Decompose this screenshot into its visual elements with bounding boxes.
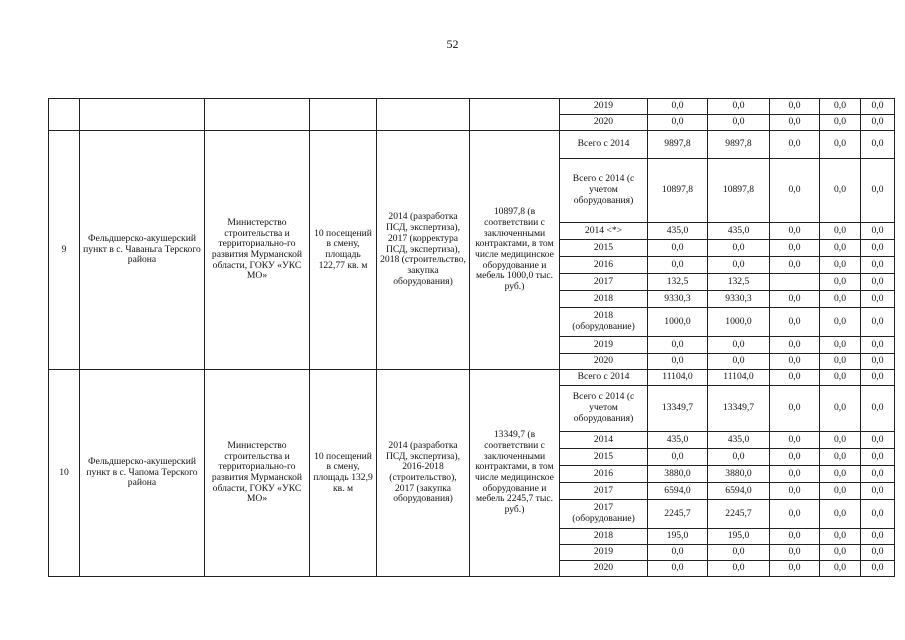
value-cell: 0,0 — [820, 223, 861, 240]
period-cell: 2019 — [560, 337, 648, 354]
value-cell: 0,0 — [770, 386, 820, 432]
value-cell: 6594,0 — [708, 483, 770, 500]
value-cell: 1000,0 — [708, 308, 770, 337]
value-cell: 13349,7 — [708, 386, 770, 432]
value-cell: 0,0 — [820, 483, 861, 500]
period-cell: Всего с 2014 (с учетом оборудования) — [560, 159, 648, 223]
facility-name: Фельдшерско-акушерский пункт в с. Чапома Терского района — [80, 370, 205, 577]
value-cell: 0,0 — [820, 274, 861, 291]
value-cell: 0,0 — [770, 449, 820, 466]
timeline-cell: 2014 (разработка ПСД, экспертиза), 2016-2018 (строительство), 2017 (закупка оборудования) — [377, 370, 470, 577]
period-cell: 2015 — [560, 240, 648, 257]
value-cell: 0,0 — [770, 354, 820, 370]
capacity-cell: 10 посещений в смену, площадь 122,77 кв. м — [310, 131, 377, 370]
value-cell: 0,0 — [648, 257, 708, 274]
value-cell: 0,0 — [648, 115, 708, 131]
value-cell: 0,0 — [861, 466, 895, 483]
value-cell: 0,0 — [820, 99, 861, 115]
capacity-cell: 10 посещений в смену, площадь 132,9 кв. м — [310, 370, 377, 577]
value-cell: 10897,8 — [648, 159, 708, 223]
value-cell: 0,0 — [770, 337, 820, 354]
period-cell: 2017 — [560, 483, 648, 500]
value-cell: 0,0 — [770, 223, 820, 240]
value-cell: 0,0 — [708, 115, 770, 131]
value-cell: 0,0 — [708, 449, 770, 466]
value-cell: 0,0 — [861, 240, 895, 257]
value-cell: 9897,8 — [708, 131, 770, 159]
value-cell: 0,0 — [770, 257, 820, 274]
value-cell: 1000,0 — [648, 308, 708, 337]
period-cell: 2016 — [560, 466, 648, 483]
period-cell: 2020 — [560, 354, 648, 370]
period-cell: 2018 (оборудование) — [560, 308, 648, 337]
value-cell — [770, 274, 820, 291]
period-cell: 2019 — [560, 99, 648, 115]
customer-cell: Министерство строительства и территориально-го развития Мурманской области, ГОКУ «УКС МО» — [205, 131, 310, 370]
value-cell: 0,0 — [861, 432, 895, 449]
value-cell: 0,0 — [770, 115, 820, 131]
value-cell: 13349,7 — [648, 386, 708, 432]
value-cell: 0,0 — [820, 449, 861, 466]
value-cell: 0,0 — [648, 337, 708, 354]
value-cell: 0,0 — [770, 529, 820, 545]
row-index: 10 — [49, 370, 80, 577]
period-cell: Всего с 2014 (с учетом оборудования) — [560, 386, 648, 432]
customer-cell: Министерство строительства и территориально-го развития Мурманской области, ГОКУ «УКС МО» — [205, 370, 310, 577]
value-cell: 0,0 — [861, 449, 895, 466]
value-cell: 0,0 — [708, 99, 770, 115]
cost-cell: 10897,8 (в соответствии с заключенными контрактами, в том числе медицинское оборудование и мебель 1000,0 тыс. руб.) — [470, 131, 560, 370]
value-cell: 435,0 — [648, 432, 708, 449]
value-cell: 0,0 — [708, 257, 770, 274]
value-cell: 3880,0 — [708, 466, 770, 483]
value-cell: 0,0 — [708, 561, 770, 577]
value-cell: 0,0 — [708, 545, 770, 561]
period-cell: 2017 — [560, 274, 648, 291]
value-cell: 0,0 — [861, 354, 895, 370]
page-number: 52 — [446, 37, 459, 51]
value-cell: 435,0 — [708, 432, 770, 449]
investment-table — [48, 98, 895, 577]
value-cell: 0,0 — [770, 308, 820, 337]
value-cell: 0,0 — [820, 131, 861, 159]
value-cell: 0,0 — [648, 99, 708, 115]
value-cell: 0,0 — [770, 500, 820, 529]
period-cell: 2014 — [560, 432, 648, 449]
value-cell: 0,0 — [770, 291, 820, 308]
value-cell: 0,0 — [861, 483, 895, 500]
value-cell: 0,0 — [861, 337, 895, 354]
value-cell: 0,0 — [820, 466, 861, 483]
value-cell: 0,0 — [770, 483, 820, 500]
value-cell: 0,0 — [648, 561, 708, 577]
value-cell: 0,0 — [770, 159, 820, 223]
value-cell: 0,0 — [820, 291, 861, 308]
value-cell: 435,0 — [648, 223, 708, 240]
period-cell: 2015 — [560, 449, 648, 466]
value-cell: 0,0 — [861, 308, 895, 337]
period-cell: 2020 — [560, 561, 648, 577]
table-row — [49, 131, 895, 159]
value-cell: 0,0 — [861, 500, 895, 529]
period-cell: Всего с 2014 — [560, 370, 648, 386]
value-cell: 9330,3 — [708, 291, 770, 308]
value-cell: 0,0 — [708, 337, 770, 354]
value-cell: 0,0 — [861, 223, 895, 240]
value-cell: 132,5 — [708, 274, 770, 291]
value-cell: 0,0 — [861, 370, 895, 386]
facility-name: Фельдшерско-акушерский пункт в с. Чаваньга Терского района — [80, 131, 205, 370]
value-cell: 0,0 — [820, 308, 861, 337]
period-cell: 2018 — [560, 529, 648, 545]
value-cell: 0,0 — [820, 529, 861, 545]
table-row — [49, 99, 895, 115]
value-cell: 0,0 — [861, 115, 895, 131]
period-cell: 2014 <*> — [560, 223, 648, 240]
value-cell: 0,0 — [708, 240, 770, 257]
value-cell: 0,0 — [648, 240, 708, 257]
value-cell: 195,0 — [708, 529, 770, 545]
value-cell: 0,0 — [820, 370, 861, 386]
value-cell: 10897,8 — [708, 159, 770, 223]
value-cell: 0,0 — [770, 99, 820, 115]
value-cell: 0,0 — [820, 386, 861, 432]
period-cell: 2019 — [560, 545, 648, 561]
value-cell: 0,0 — [820, 115, 861, 131]
cost-cell: 13349,7 (в соответствии с заключенными контрактами, в том числе медицинское оборудование и мебель 2245,7 тыс. руб.) — [470, 370, 560, 577]
value-cell: 0,0 — [770, 432, 820, 449]
value-cell: 435,0 — [708, 223, 770, 240]
value-cell: 0,0 — [820, 432, 861, 449]
value-cell: 11104,0 — [708, 370, 770, 386]
value-cell: 6594,0 — [648, 483, 708, 500]
value-cell: 0,0 — [770, 561, 820, 577]
value-cell: 0,0 — [861, 386, 895, 432]
row-index: 9 — [49, 131, 80, 370]
value-cell: 0,0 — [861, 131, 895, 159]
value-cell: 0,0 — [861, 545, 895, 561]
value-cell: 0,0 — [861, 99, 895, 115]
value-cell: 3880,0 — [648, 466, 708, 483]
value-cell: 0,0 — [820, 561, 861, 577]
value-cell: 0,0 — [820, 257, 861, 274]
period-cell: 2018 — [560, 291, 648, 308]
value-cell: 2245,7 — [708, 500, 770, 529]
value-cell: 0,0 — [820, 545, 861, 561]
value-cell: 0,0 — [861, 529, 895, 545]
value-cell: 9330,3 — [648, 291, 708, 308]
value-cell: 0,0 — [770, 240, 820, 257]
value-cell: 132,5 — [648, 274, 708, 291]
value-cell: 9897,8 — [648, 131, 708, 159]
period-cell: 2016 — [560, 257, 648, 274]
value-cell: 0,0 — [820, 240, 861, 257]
table-row — [49, 370, 895, 386]
value-cell: 0,0 — [861, 274, 895, 291]
value-cell: 0,0 — [648, 354, 708, 370]
value-cell: 0,0 — [861, 159, 895, 223]
period-cell: 2017 (оборудование) — [560, 500, 648, 529]
period-cell: 2020 — [560, 115, 648, 131]
value-cell: 0,0 — [648, 545, 708, 561]
value-cell: 0,0 — [820, 500, 861, 529]
timeline-cell: 2014 (разработка ПСД, экспертиза), 2017 (корректура ПСД, экспертиза), 2018 (строительство, закупка оборудования) — [377, 131, 470, 370]
value-cell: 0,0 — [820, 159, 861, 223]
value-cell: 0,0 — [770, 545, 820, 561]
value-cell: 0,0 — [708, 354, 770, 370]
value-cell: 0,0 — [861, 257, 895, 274]
period-cell: Всего с 2014 — [560, 131, 648, 159]
value-cell: 11104,0 — [648, 370, 708, 386]
value-cell: 0,0 — [648, 449, 708, 466]
value-cell: 2245,7 — [648, 500, 708, 529]
value-cell: 0,0 — [861, 291, 895, 308]
value-cell: 0,0 — [820, 337, 861, 354]
value-cell: 0,0 — [770, 131, 820, 159]
value-cell: 0,0 — [820, 354, 861, 370]
value-cell: 195,0 — [648, 529, 708, 545]
value-cell: 0,0 — [861, 561, 895, 577]
value-cell: 0,0 — [770, 466, 820, 483]
value-cell: 0,0 — [770, 370, 820, 386]
